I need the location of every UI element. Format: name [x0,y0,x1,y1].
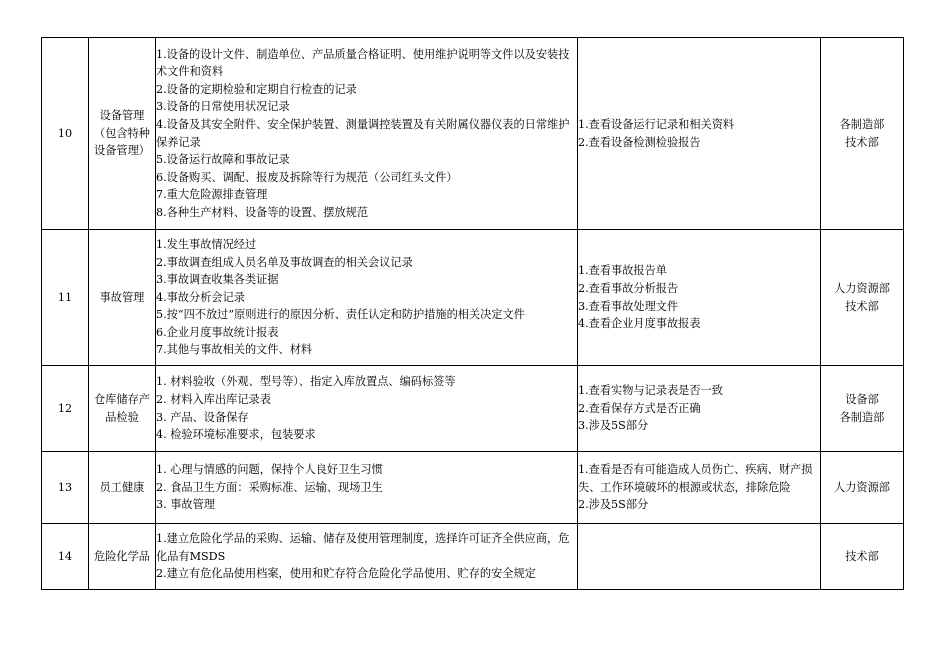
department-name: 技术部 [845,299,879,313]
department-name: 各制造部 [839,117,885,131]
method-line: 1.查看实物与记录表是否一致 [578,384,723,398]
content-line: 5.设备运行故障和事故记录 [156,153,290,167]
table-row [42,38,904,230]
inspection-item: 员工健康 [89,452,156,524]
department-name: 各制造部 [839,410,885,424]
inspection-content [156,230,578,366]
content-line: 2.设备的定期检验和定期自行检查的记录 [156,82,357,96]
table-row [42,230,904,366]
method-line: 1.查看事故报告单 [578,264,667,278]
content-line: 3. 产品、设备保存 [156,410,249,424]
method-line: 1.查看是否有可能造成人员伤亡、疾病、财产损失、工作环境破坏的根源或状态，排除危险 [578,463,813,494]
table-row [42,524,904,590]
row-number: 12 [42,366,89,452]
row-number: 11 [42,230,89,366]
content-line: 1. 心理与情感的问题，保持个人良好卫生习惯 [156,463,383,477]
inspection-item: 危险化学品 [89,524,156,590]
content-line: 7.其他与事故相关的文件、材料 [156,343,313,357]
content-line: 2. 食品卫生方面：采购标准、运输、现场卫生 [156,480,383,494]
content-line: 2.建立有危化品使用档案，使用和贮存符合危险化学品使用、贮存的安全规定 [156,567,536,581]
inspection-content [156,366,578,452]
content-line: 6.设备购买、调配、报废及拆除等行为规范（公司红头文件） [156,170,458,184]
content-line: 1. 材料验收（外观、型号等）、指定入库放置点、编码标签等 [156,375,456,389]
inspection-item: 设备管理（包含特种设备管理） [89,38,156,230]
content-line: 1.发生事故情况经过 [156,237,257,251]
row-number: 13 [42,452,89,524]
department-name: 技术部 [845,135,879,149]
content-line: 6.企业月度事故统计报表 [156,325,279,339]
inspection-content [156,452,578,524]
inspection-item: 仓库储存产品检验 [89,366,156,452]
responsible-department [821,230,904,366]
department-name: 设备部 [845,392,879,406]
content-line: 8.各种生产材料、设备等的设置、摆放规范 [156,205,369,219]
inspection-method [578,230,821,366]
method-line: 2.涉及5S部分 [578,498,649,512]
inspection-method [578,452,821,524]
content-line: 1.设备的设计文件、制造单位、产品质量合格证明、使用维护说明等文件以及安装技术文件和资料 [156,47,570,79]
content-line: 7.重大危险源排查管理 [156,188,268,202]
method-line: 2.查看事故分析报告 [578,281,679,295]
table-row [42,366,904,452]
content-line: 3.事故调查收集各类证据 [156,273,279,287]
row-number: 10 [42,38,89,230]
department-name: 技术部 [845,549,879,563]
department-name: 人力资源部 [834,281,890,295]
content-line: 3. 事故管理 [156,498,215,512]
content-line: 2.事故调查组成人员名单及事故调查的相关会议记录 [156,255,413,269]
inspection-content [156,38,578,230]
responsible-department [821,452,904,524]
method-line: 2.查看保存方式是否正确 [578,401,701,415]
inspection-method [578,366,821,452]
department-name: 人力资源部 [834,480,890,494]
method-line: 2.查看设备检测检验报告 [578,135,701,149]
responsible-department [821,524,904,590]
content-line: 3.设备的日常使用状况记录 [156,100,290,114]
inspection-content [156,524,578,590]
method-line: 4.查看企业月度事故报表 [578,317,701,331]
method-line: 1.查看设备运行记录和相关资料 [578,117,735,131]
content-line: 4.事故分析会记录 [156,290,245,304]
method-line: 3.涉及5S部分 [578,419,649,433]
content-line: 4.设备及其安全附件、安全保护装置、测量调控装置及有关附属仪器仪表的日常维护保养记录 [156,117,570,149]
responsible-department [821,38,904,230]
inspection-method [578,38,821,230]
inspection-method [578,524,821,590]
table-row [42,452,904,524]
content-line: 1.建立危险化学品的采购、运输、储存及使用管理制度，选择许可证齐全供应商，危化品有MSDS [156,532,570,563]
inspection-item: 事故管理 [89,230,156,366]
content-line: 5.按“四不放过”原则进行的原因分析、责任认定和防护措施的相关决定文件 [156,308,525,322]
row-number: 14 [42,524,89,590]
content-line: 2. 材料入库出库记录表 [156,392,271,406]
responsible-department [821,366,904,452]
inspection-table [41,37,904,590]
content-line: 4. 检验环境标准要求，包装要求 [156,428,316,442]
method-line: 3.查看事故处理文件 [578,299,679,313]
